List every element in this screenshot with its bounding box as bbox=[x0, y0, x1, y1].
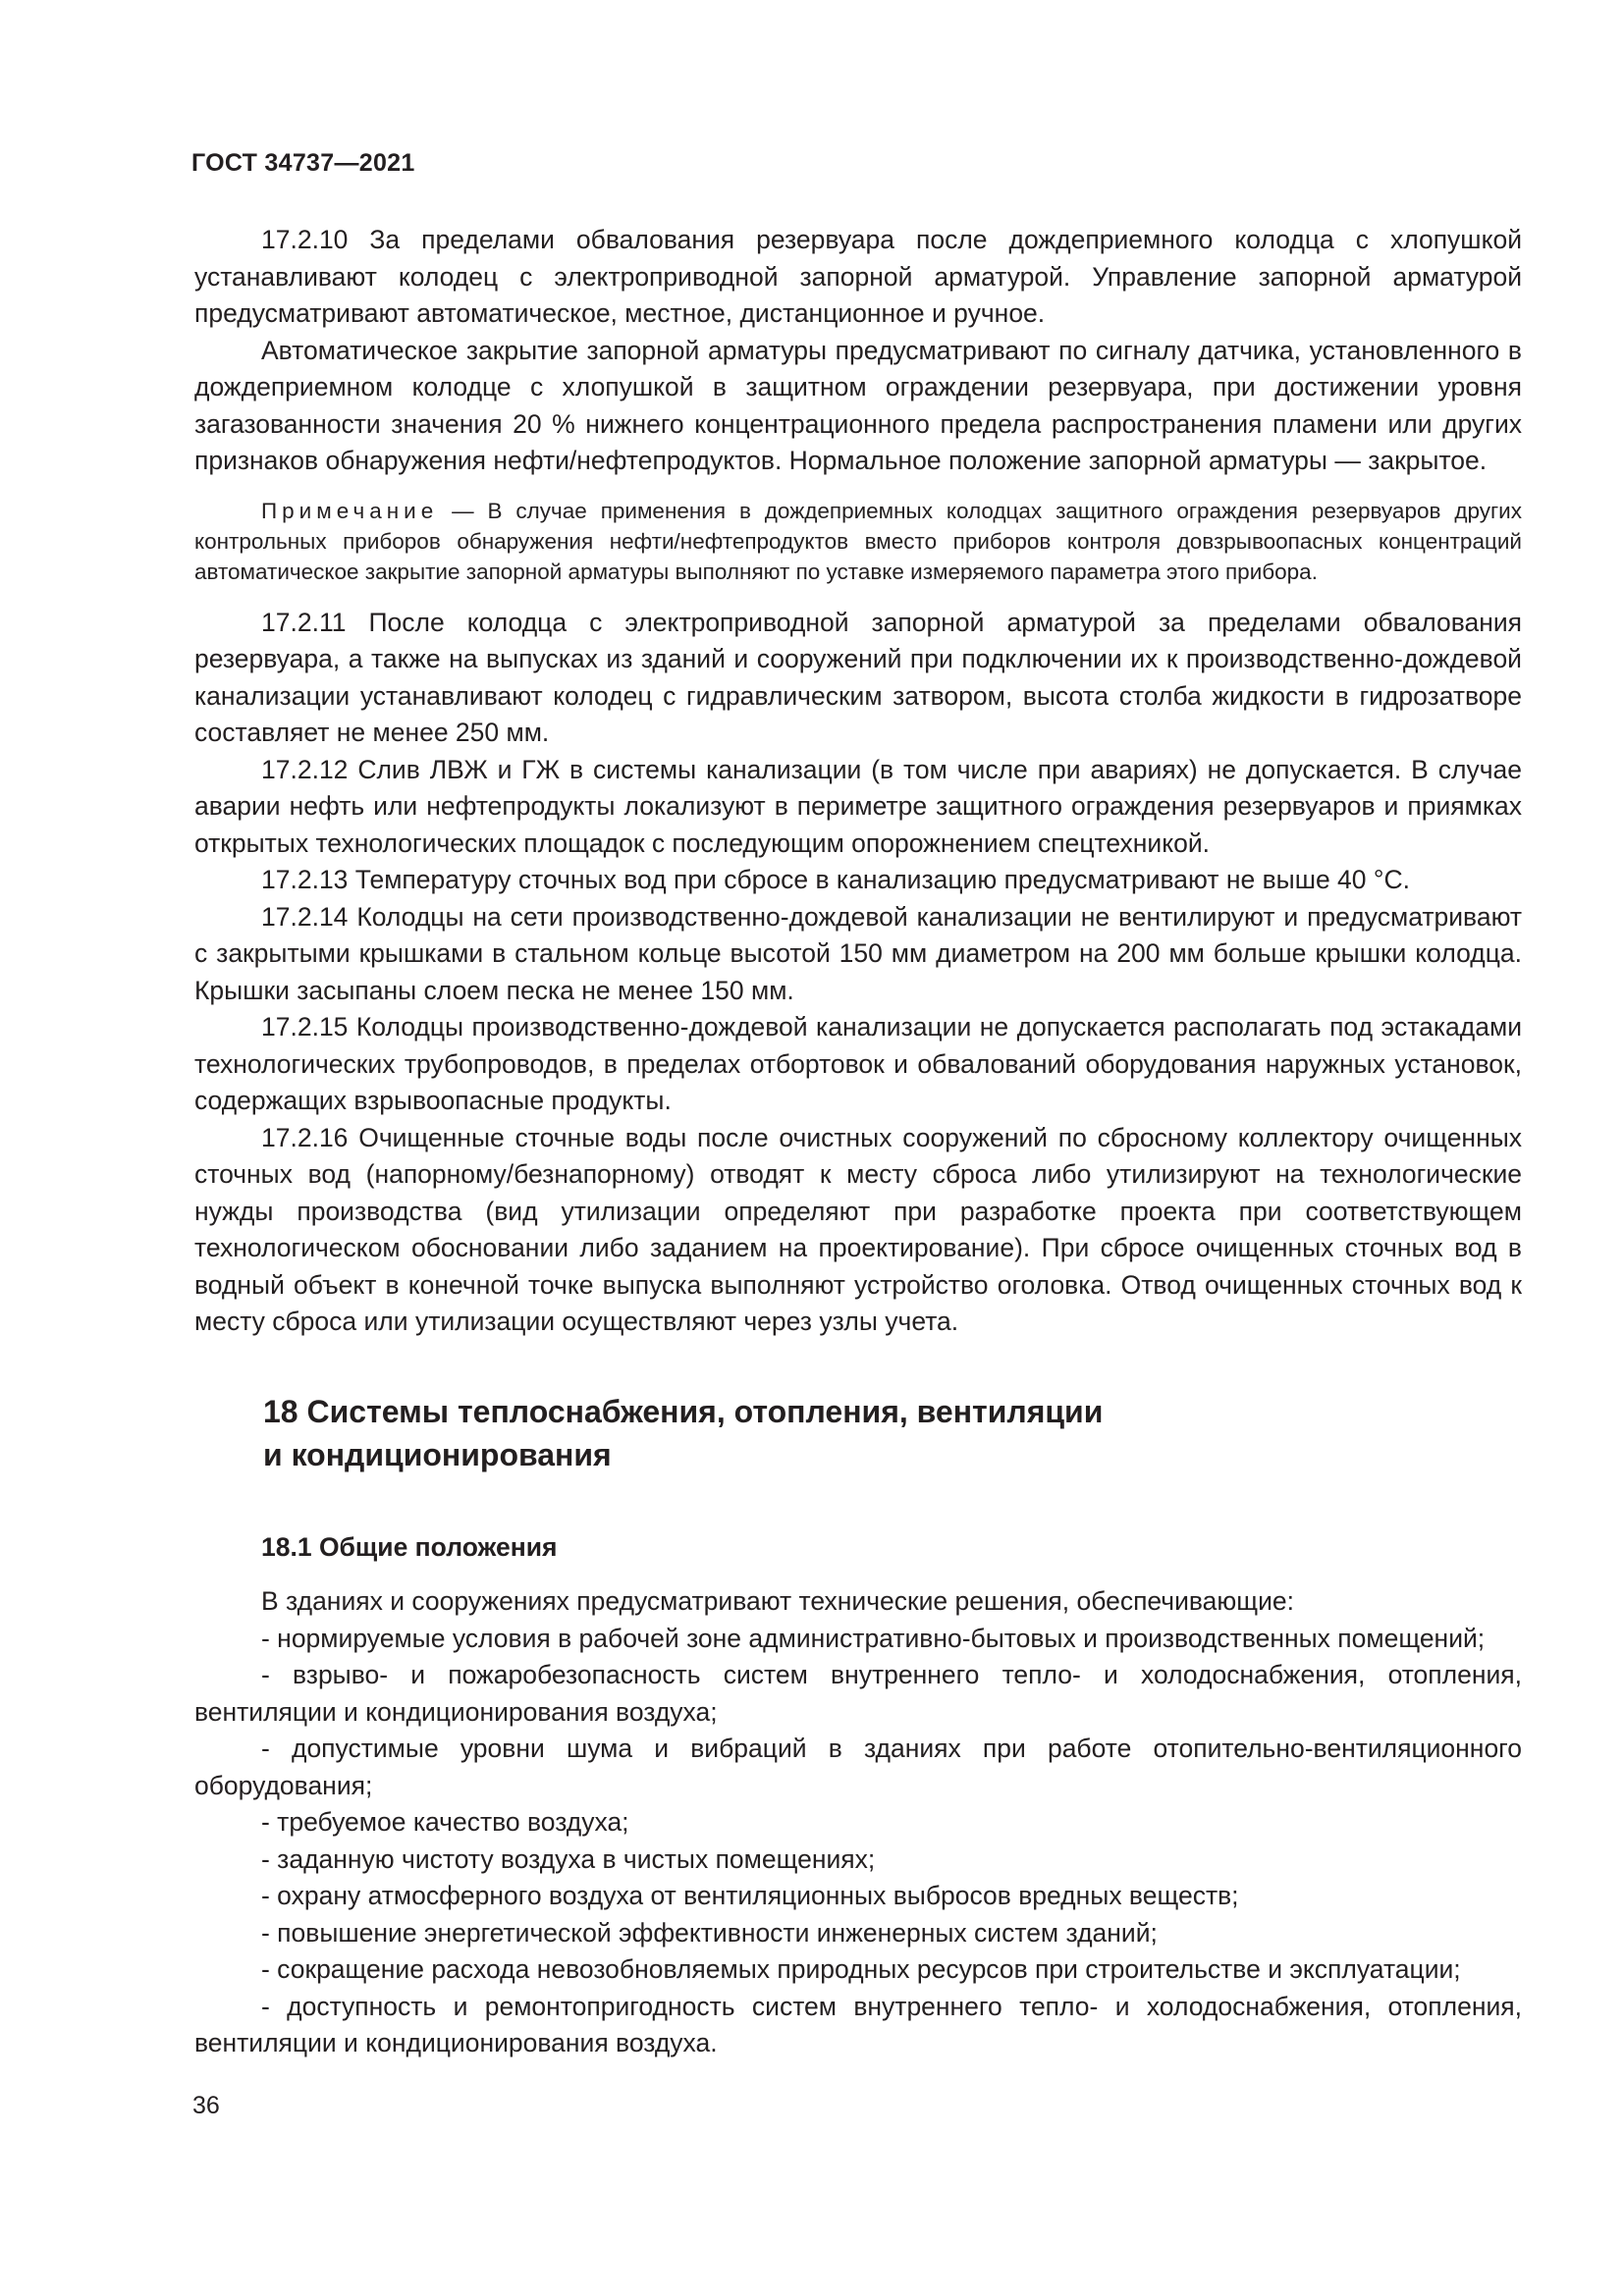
paragraph-17-2-10: 17.2.10 За пределами обвалования резервуара после дождеприемного колодца с хлопушкой устанавливают колодец с электроприводной запорной арматурой. Управление запорной арматурой предусматривают автоматическое, местное, дистанционное и ручное. bbox=[194, 225, 1522, 328]
list-item: - охрану атмосферного воздуха от вентиляционных выбросов вредных веществ; bbox=[261, 1881, 1239, 1910]
paragraph-17-2-13: 17.2.13 Температуру сточных вод при сбросе в канализацию предусматривают не выше 40 °С. bbox=[261, 865, 1410, 894]
paragraph-17-2-14: 17.2.14 Колодцы на сети производственно-дождевой канализации не вентилируют и предусматривают с закрытыми крышками в стальном кольце высотой 150 мм диаметром на 200 мм больше крышки колодца. Крышки засыпаны слоем песка не менее 150 мм. bbox=[194, 901, 1522, 1005]
list-item: - сокращение расхода невозобновляемых природных ресурсов при строительстве и эксплуатации; bbox=[261, 1954, 1461, 1984]
note-text: — В случае применения в дождеприемных колодцах защитного ограждения резервуаров других контрольных приборов обнаружения нефти/нефтепродуктов вместо приборов контроля довзрывоопасных концентраций автоматическое закрытие запорной арматуры выполняют по уставке измеряемого параметра этого прибора. bbox=[194, 498, 1522, 584]
list-item: - нормируемые условия в рабочей зоне административно-бытовых и производственных помещений; bbox=[261, 1623, 1486, 1653]
subsection-title: 18.1 Общие положения bbox=[261, 1531, 558, 1562]
note-block bbox=[194, 496, 1522, 587]
paragraph-17-2-16: 17.2.16 Очищенные сточные воды после очистных сооружений по сбросному коллектору очищенных сточных вод (напорному/безнапорному) отводят к месту сброса либо утилизируют на технологические нужды производства (вид утилизации определяют при разработке проекта при соответствующем технологическом обосновании либо заданием на проектирование). При сбросе очищенных сточных вод в водный объект в конечной точке выпуска выполняют устройство оголовка. Отвод очищенных сточных вод к месту сброса или утилизации осуществляют через узлы учета. bbox=[194, 1122, 1522, 1336]
list-item: - допустимые уровни шума и вибраций в зданиях при работе отопительно-вентиляционного оборудования; bbox=[194, 1734, 1522, 1800]
list-item: - заданную чистоту воздуха в чистых помещениях; bbox=[261, 1843, 876, 1874]
paragraph-17-2-15: 17.2.15 Колодцы производственно-дождевой канализации не допускается располагать под эстакадами технологических трубопроводов, в пределах отбортовок и обвалований оборудования наружных установок, содержащих взрывоопасные продукты. bbox=[194, 1012, 1522, 1115]
paragraph-auto-closing: Автоматическое закрытие запорной арматуры предусматривают по сигналу датчика, установленного в дождеприемном колодце с хлопушкой в защитном ограждении резервуара, при достижении уровня загазованности значения 20 % нижнего концентрационного предела распространения пламени или других признаков обнаружения нефти/нефтепродуктов. Нормальное положение запорной арматуры — закрытое. bbox=[194, 335, 1522, 475]
section-title-line1: 18 Системы теплоснабжения, отопления, вентиляции bbox=[263, 1393, 1104, 1429]
subsection-intro: В зданиях и сооружениях предусматривают технические решения, обеспечивающие: bbox=[261, 1586, 1295, 1616]
section-title-line2: и кондиционирования bbox=[263, 1436, 612, 1472]
list-item: - доступность и ремонтопригодность систем внутреннего тепло- и холодоснабжения, отопления, вентиляции и кондиционирования воздуха. bbox=[194, 1991, 1522, 2057]
section-title bbox=[263, 1390, 1522, 1476]
document-header: ГОСТ 34737—2021 bbox=[191, 149, 415, 177]
list-item: - взрыво- и пожаробезопасность систем внутреннего тепло- и холодоснабжения, отопления, вентиляции и кондиционирования воздуха; bbox=[194, 1660, 1522, 1727]
page-content bbox=[194, 222, 1522, 2062]
paragraph-17-2-11: 17.2.11 После колодца с электроприводной запорной арматурой за пределами обвалования резервуара, а также на выпусках из зданий и сооружений при подключении их к производственно-дождевой канализации устанавливают колодец с гидравлическим затвором, высота столба жидкости в гидрозатворе составляет не менее 250 мм. bbox=[194, 607, 1522, 747]
paragraph-17-2-12: 17.2.12 Слив ЛВЖ и ГЖ в системы канализации (в том числе при авариях) не допускается. В случае аварии нефть или нефтепродукты локализуют в периметре защитного ограждения резервуаров и приямках открытых технологических площадок с последующим опорожнением спецтехникой. bbox=[194, 754, 1522, 858]
note-label: Примечание bbox=[261, 498, 439, 523]
list-item: - повышение энергетической эффективности инженерных систем зданий; bbox=[261, 1917, 1158, 1948]
list-item: - требуемое качество воздуха; bbox=[261, 1807, 629, 1837]
page-number: 36 bbox=[192, 2092, 220, 2119]
